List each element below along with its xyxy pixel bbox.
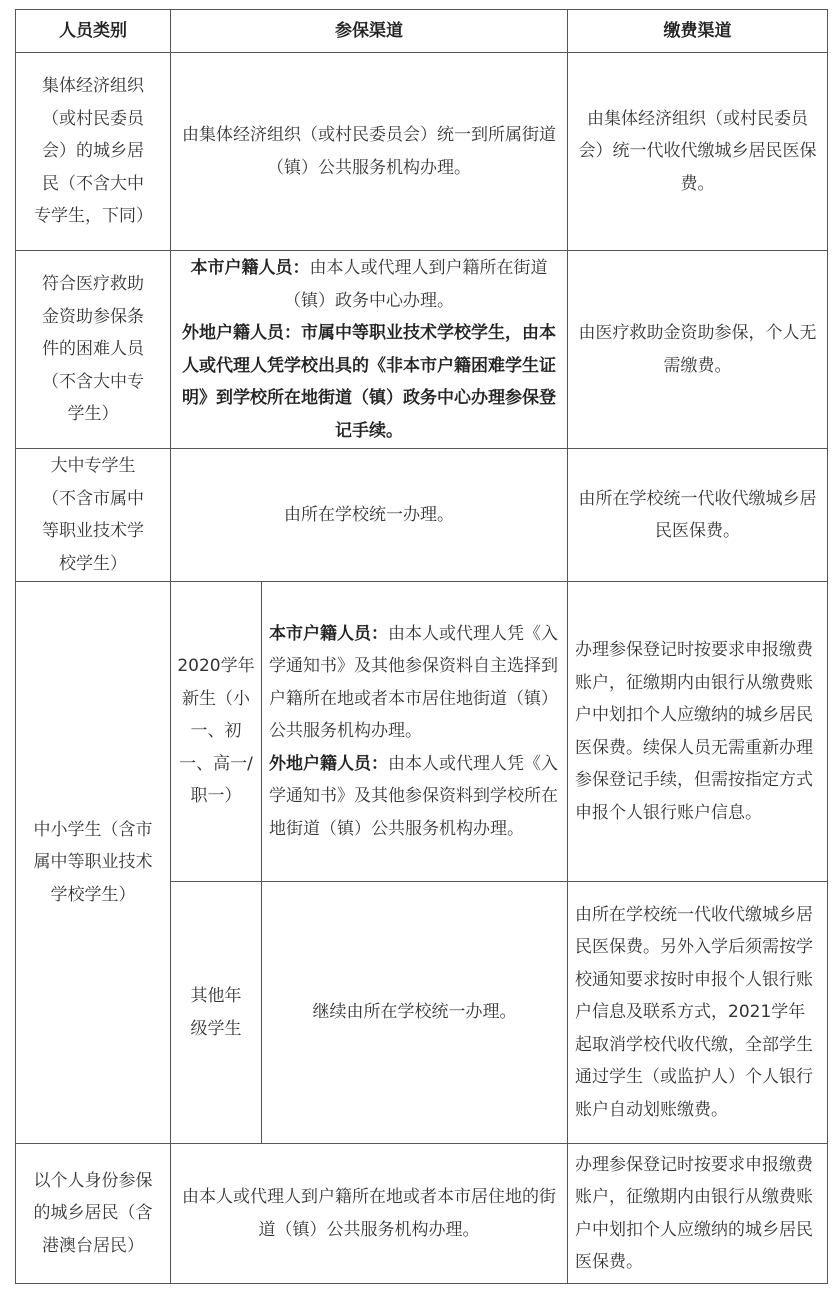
category-collective: 集体经济组织（或村民委员会）的城乡居民（不含大中专学生，下同） [16, 53, 171, 251]
hardship-nonlocal-text: 外地户籍人员：市属中等职业技术学校学生，由本人或代理人凭学校出具的《非本市户籍困难学生证明》到学校所在地街道（镇）政务中心办理参保登记手续。 [182, 323, 556, 441]
enroll-college: 由所在学校统一办理。 [171, 449, 568, 582]
header-enroll-channel: 参保渠道 [171, 10, 568, 53]
hardship-local-text: 由本人或代理人到户籍所在街道（镇）政务中心办理。 [284, 258, 548, 311]
category-hardship: 符合医疗救助金资助参保条件的困难人员（不含大中专学生） [16, 251, 171, 449]
new-local-label: 本市户籍人员： [269, 623, 388, 644]
table-row-collective [16, 53, 828, 251]
new-nonlocal-label: 外地户籍人员： [269, 753, 388, 774]
insurance-channel-table [15, 9, 828, 1284]
category-college: 大中专学生（不含市属中等职业技术学校学生） [16, 449, 171, 582]
pay-collective: 由集体经济组织（或村民委员会）统一代收代缴城乡居民医保费。 [568, 53, 828, 251]
new-local-text: 由本人或代理人凭《入学通知书》及其他参保资料自主选择到户籍所在地或者本市居住地街道（镇）公共服务机构办理。 [269, 623, 558, 742]
pay-new-students: 办理参保登记时按要求申报缴费账户，征缴期内由银行从缴费账户中划扣个人应缴纳的城乡居民医保费。续保人员无需重新办理参保登记手续，但需按指定方式申报个人银行账户信息。 [568, 582, 828, 882]
category-individual: 以个人身份参保的城乡居民（含港澳台居民） [16, 1144, 171, 1284]
pay-individual: 办理参保登记时按要求申报缴费账户，征缴期内由银行从缴费账户中划扣个人应缴纳的城乡居民医保费。 [568, 1144, 828, 1284]
table-row-college [16, 449, 828, 582]
pay-college: 由所在学校统一代收代缴城乡居民医保费。 [568, 449, 828, 582]
sub-category-new-students: 2020学年新生（小一、初一、高一/职一） [171, 582, 262, 882]
table-row-students-new [16, 582, 828, 882]
pay-hardship: 由医疗救助金资助参保，个人无需缴费。 [568, 251, 828, 449]
header-category: 人员类别 [16, 10, 171, 53]
table-row-individual [16, 1144, 828, 1284]
hardship-local-label: 本市户籍人员： [190, 258, 310, 278]
table-header-row [16, 10, 828, 53]
new-nonlocal-text: 由本人或代理人凭《入学通知书》及其他参保资料到学校所在地街道（镇）公共服务机构办理。 [269, 753, 558, 839]
enroll-collective: 由集体经济组织（或村民委员会）统一到所属街道（镇）公共服务机构办理。 [171, 53, 568, 251]
header-payment-channel: 缴费渠道 [568, 10, 828, 53]
enroll-individual: 由本人或代理人到户籍所在地或者本市居住地的街道（镇）公共服务机构办理。 [171, 1144, 568, 1284]
enroll-new-students [262, 582, 568, 882]
table-row-hardship [16, 251, 828, 449]
pay-other-students: 由所在学校统一代收代缴城乡居民医保费。另外入学后须需按学校通知要求按时申报个人银行账户信息及联系方式，2021学年起取消学校代收代缴，全部学生通过学生（或监护人）个人银行账户自动划账缴费。 [568, 882, 828, 1144]
enroll-other-students: 继续由所在学校统一办理。 [262, 882, 568, 1144]
category-students: 中小学生（含市属中等职业技术学校学生） [16, 582, 171, 1144]
sub-category-other-students: 其他年级学生 [171, 882, 262, 1144]
enroll-hardship [171, 251, 568, 449]
